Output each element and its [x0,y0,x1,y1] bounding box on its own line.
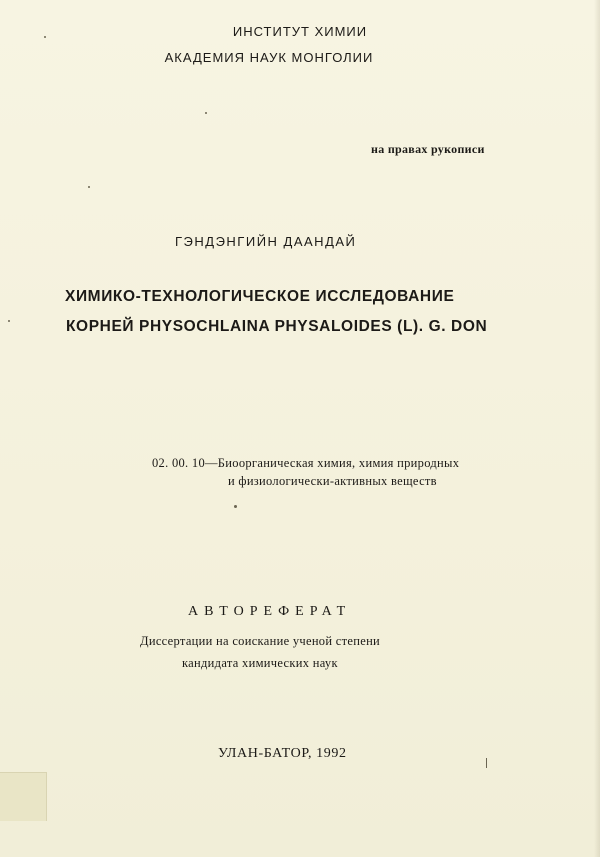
paper-speck [205,112,207,114]
dissertation-line-2: кандидата химических наук [182,656,338,670]
paper-speck [234,505,237,508]
page-edge-shadow [594,0,600,857]
city-year: УЛАН-БАТОР, 1992 [218,746,347,761]
institute-name: ИНСТИТУТ ХИМИИ [232,24,368,39]
paper-speck [486,758,487,768]
specialty-line-2: и физиологически-активных веществ [228,474,437,488]
dissertation-line-1: Диссертации на соискание ученой степени [140,634,381,648]
title-line-2: КОРНЕЙ PHYSOCHLAINA PHYSALOIDES (L). G. DON [66,318,488,335]
paper-speck [88,186,90,188]
paper-speck [8,320,10,322]
academy-name: АКАДЕМИЯ НАУК МОНГОЛИИ [164,50,374,65]
title-line-1: ХИМИКО-ТЕХНОЛОГИЧЕСКОЕ ИССЛЕДОВАНИЕ [65,288,455,305]
page-corner-tab [0,772,47,821]
manuscript-note: на правах рукописи [371,142,485,156]
specialty-line-1: 02. 00. 10—Биоорганическая химия, химия природных [152,456,460,470]
abstract-heading: АВТОРЕФЕРАТ [188,604,352,619]
author-name: ГЭНДЭНГИЙН ДААНДАЙ [175,234,357,249]
